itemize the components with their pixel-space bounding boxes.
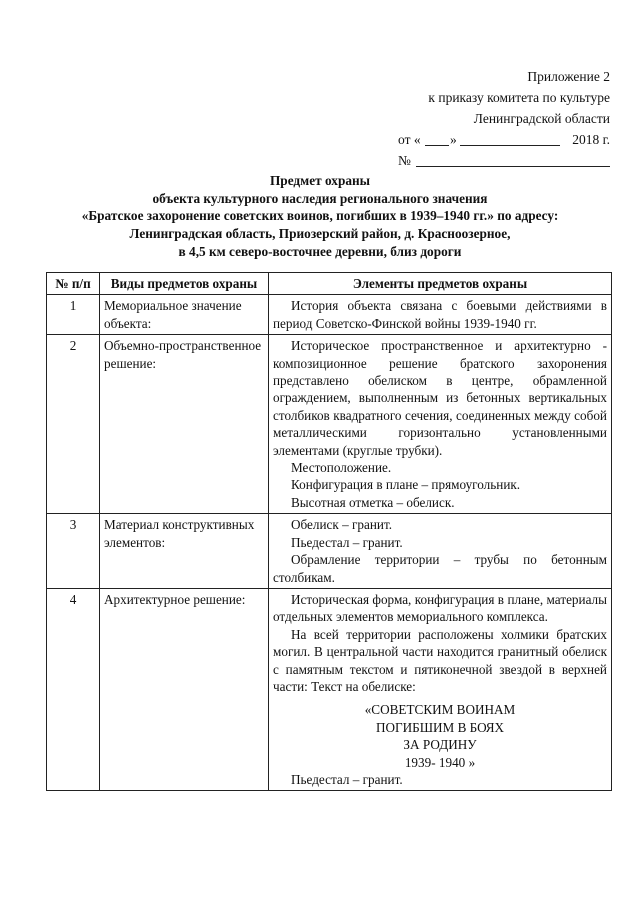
appendix-block — [300, 66, 610, 171]
table-row — [47, 514, 612, 589]
title-line-4: Ленинградская область, Приозерский район, д. Красноозерное, — [129, 226, 511, 242]
header-number: № п/п — [47, 273, 100, 295]
header-elements: Элементы предметов охраны — [269, 273, 612, 295]
appendix-number-line — [300, 150, 610, 171]
title-line-1: Предмет охраны — [269, 173, 371, 188]
title-line-3: «Братское захоронение советских воинов, погибших в 1939–1940 гг.» по адресу: — [81, 208, 559, 224]
date-mid: » — [450, 132, 457, 147]
number-prefix: № — [398, 153, 411, 168]
row-type: Материал конструктивных элементов: — [100, 514, 269, 589]
row-elements — [269, 588, 612, 790]
row-elements — [269, 335, 612, 514]
document-title — [40, 172, 600, 261]
row-paragraph: Высотная отметка – обелиск. — [291, 494, 455, 510]
handwritten-month-field — [460, 130, 560, 146]
row-type: Мемориальное значение объекта: — [100, 295, 269, 335]
row-paragraph: Местоположение. — [291, 460, 392, 476]
inscription-line: ПОГИБШИМ В БОЯХ — [375, 719, 505, 735]
title-line-2: объекта культурного наследия регионального значения — [152, 190, 488, 206]
date-year: 2018 г. — [572, 132, 610, 147]
handwritten-number-field — [416, 151, 610, 167]
row-number: 2 — [47, 335, 100, 514]
row-paragraph: История объекта связана с боевыми действиями в период Советско-Финской войны 1939-1940 гг. — [273, 298, 607, 331]
table-row — [47, 295, 612, 335]
date-prefix: от « — [398, 132, 421, 147]
row-paragraph: Историческая форма, конфигурация в плане, материалы отдельных элементов мемориального комплекса. — [273, 591, 607, 625]
table-row — [47, 335, 612, 514]
row-elements — [269, 295, 612, 335]
appendix-line-3: Ленинградской области — [473, 111, 610, 126]
row-paragraph: Историческое пространственное и архитектурно - композиционное решение братского захоронения представлено обелиском в центре, обрамленной ограждением, выполненным из бетонных вертикальных столбиков квадратного сечения, соединенных между собой металлическими горизонтально установленными элементами (круглые трубки). — [273, 338, 607, 458]
row-paragraph: Конфигурация в плане – прямоугольник. — [291, 477, 521, 493]
row-number: 4 — [47, 588, 100, 790]
row-paragraph: Пьедестал – гранит. — [291, 771, 403, 787]
header-type: Виды предметов охраны — [100, 273, 269, 295]
inscription-line: 1939- 1940 » — [404, 754, 476, 770]
row-number: 3 — [47, 514, 100, 589]
appendix-line-1: Приложение 2 — [527, 69, 610, 84]
row-paragraph: На всей территории расположены холмики братских могил. В центральной части находится гранитный обелиск с памятным текстом и пятиконечной звездой в верхней части: Текст на обелиске: — [273, 626, 607, 694]
title-line-5: в 4,5 км северо-восточнее деревни, близ дороги — [178, 243, 462, 259]
row-type: Объемно-пространственное решение: — [100, 335, 269, 514]
row-paragraph: Обелиск – гранит. — [291, 517, 393, 533]
protection-table — [46, 272, 612, 791]
row-paragraph: Пьедестал – гранит. — [291, 534, 403, 550]
handwritten-day-field — [425, 130, 449, 146]
inscription-line: «СОВЕТСКИМ ВОИНАМ — [364, 702, 516, 718]
inscription-line: ЗА РОДИНУ — [403, 737, 477, 753]
table-row — [47, 588, 612, 790]
row-elements — [269, 514, 612, 589]
row-paragraph: Обрамление территории – трубы по бетонным столбикам. — [273, 552, 607, 585]
appendix-line-2: к приказу комитета по культуре — [428, 90, 610, 105]
row-number: 1 — [47, 295, 100, 335]
appendix-date-line — [300, 129, 610, 150]
row-type: Архитектурное решение: — [100, 588, 269, 790]
table-header-row — [47, 273, 612, 295]
